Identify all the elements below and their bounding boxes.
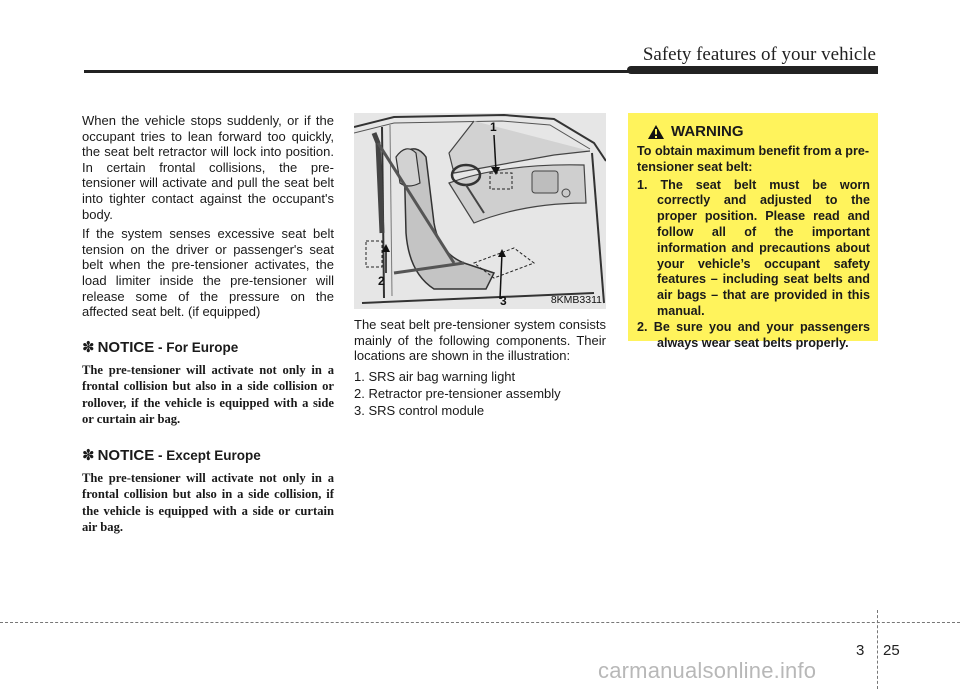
notice-title: NOTICE: [97, 338, 155, 356]
components-section: [354, 317, 606, 419]
footer-divider: [877, 610, 878, 689]
footer-rule: [0, 622, 960, 623]
notice-icon: ✽: [82, 338, 95, 356]
warning-heading: [647, 123, 870, 140]
body-paragraph: If the system senses excessive seat belt tension on the driver or passenger's seat belt when the pre-tensioner activates, the load limiter inside the pre-tensioner will release some of the pressure on the affected seat belt. (if equipped): [82, 226, 334, 320]
notice-body: The pre-tensioner will activate not only in a frontal collision but also in a side collision, if the vehicle is equipped with a side or curtain air bag.: [82, 470, 334, 535]
warning-item: 1. The seat belt must be worn correctly and adjusted to the proper position. Please read and follow all of the important information and precautions about your vehicle’s occupant safety features – including seat belts and air bags – that are provided in this manual.: [637, 177, 870, 318]
section-title: Safety features of your vehicle: [642, 44, 876, 65]
header-rule-accent: [627, 66, 878, 74]
callout-2: 2: [378, 274, 385, 288]
warning-box: [628, 113, 878, 350]
notice-heading: [82, 338, 334, 356]
notice-heading: [82, 446, 334, 464]
component-item: 1. SRS air bag warning light: [354, 368, 516, 384]
notice-subtitle: - Except Europe: [154, 447, 261, 463]
warning-title: WARNING: [671, 123, 744, 140]
notice-subtitle: - For Europe: [154, 339, 239, 355]
chapter-number: 3: [856, 642, 865, 659]
car-interior-illustration: [354, 113, 606, 309]
left-column: [82, 113, 334, 536]
car-interior-drawing: [354, 113, 606, 309]
page-number: 25: [883, 642, 900, 659]
callout-1: 1: [490, 120, 497, 134]
notice-icon: ✽: [82, 446, 95, 464]
warning-intro: To obtain maximum benefit from a pre-tensioner seat belt:: [637, 144, 870, 174]
warning-triangle-icon: [647, 124, 665, 140]
components-intro: The seat belt pre-tensioner system consists mainly of the following components. Their locations are shown in the illustration:: [354, 317, 606, 364]
middle-column: [354, 113, 606, 419]
watermark: carmanualsonline.info: [598, 658, 817, 683]
component-item: 3. SRS control module: [354, 402, 485, 418]
notice-body: The pre-tensioner will activate not only in a frontal collision but also in a side collision or rollover, if the vehicle is equipped with a side or curtain air bag.: [82, 362, 334, 427]
figure-code: 8KMB3311: [550, 294, 602, 306]
body-paragraph: When the vehicle stops suddenly, or if the occupant tries to lean forward too quickly, the seat belt retractor will lock into position. In certain frontal collisions, the pre-tensioner will activate and pull the seat belt into tighter contact against the occupant's body.: [82, 113, 334, 222]
notice-title: NOTICE: [97, 446, 155, 464]
component-item: 2. Retractor pre-tensioner assembly: [354, 385, 561, 401]
callout-3: 3: [500, 294, 507, 308]
warning-item: 2. Be sure you and your passengers always wear seat belts properly.: [637, 319, 870, 350]
